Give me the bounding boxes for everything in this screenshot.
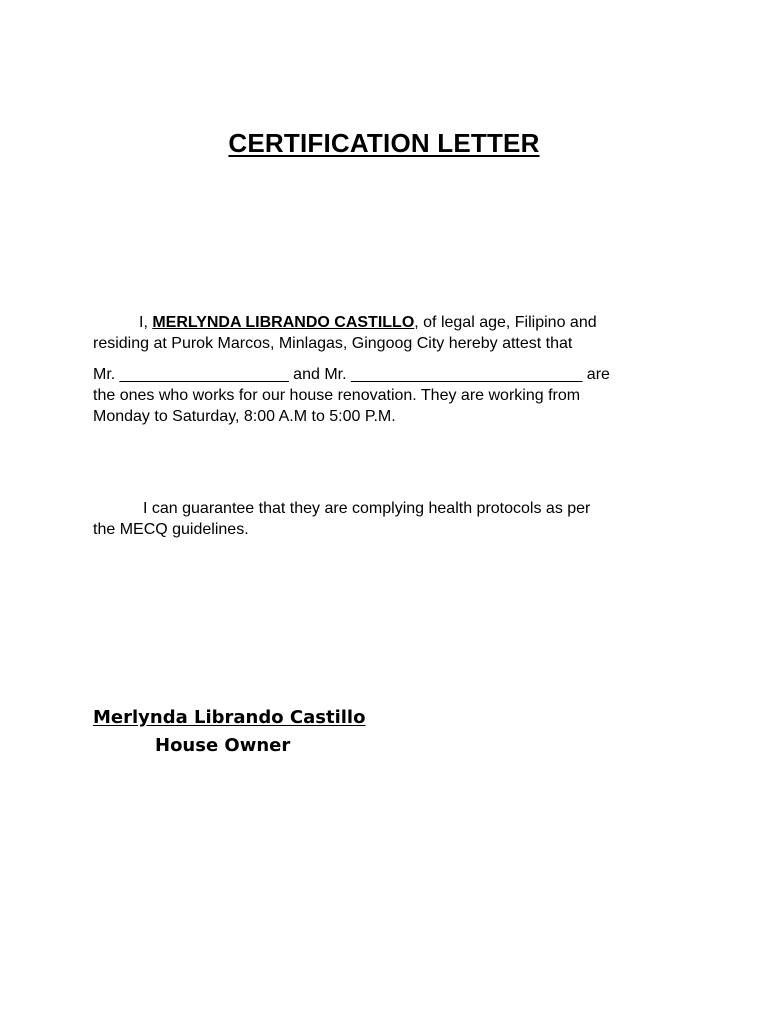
paragraph-line xyxy=(93,498,683,519)
paragraph-text: I can guarantee that they are complying health protocols as per xyxy=(143,500,591,517)
signature-role: House Owner xyxy=(155,735,291,756)
paragraph-line: Mr. ___________________ and Mr. __________________________ are xyxy=(93,366,610,383)
document-title: CERTIFICATION LETTER xyxy=(228,128,540,158)
paragraph-line: residing at Purok Marcos, Minlagas, Gingoog City hereby attest that xyxy=(93,335,573,352)
signature-name: Merlynda Librando Castillo xyxy=(93,707,366,728)
certifier-name: MERLYNDA LIBRANDO CASTILLO xyxy=(152,314,415,331)
paragraph-line: the ones who works for our house renovation. They are working from xyxy=(93,387,581,404)
paragraph-line: the MECQ guidelines. xyxy=(93,521,249,538)
paragraph-line: Monday to Saturday, 8:00 A.M to 5:00 P.M. xyxy=(93,408,396,425)
paragraph-workers xyxy=(93,364,683,427)
paragraph-guarantee xyxy=(93,498,683,540)
paragraph-attestation xyxy=(93,312,683,354)
paragraph-line xyxy=(93,312,683,333)
text-rest: , of legal age, Filipino and xyxy=(414,314,597,331)
text-prefix: I, xyxy=(139,314,153,331)
